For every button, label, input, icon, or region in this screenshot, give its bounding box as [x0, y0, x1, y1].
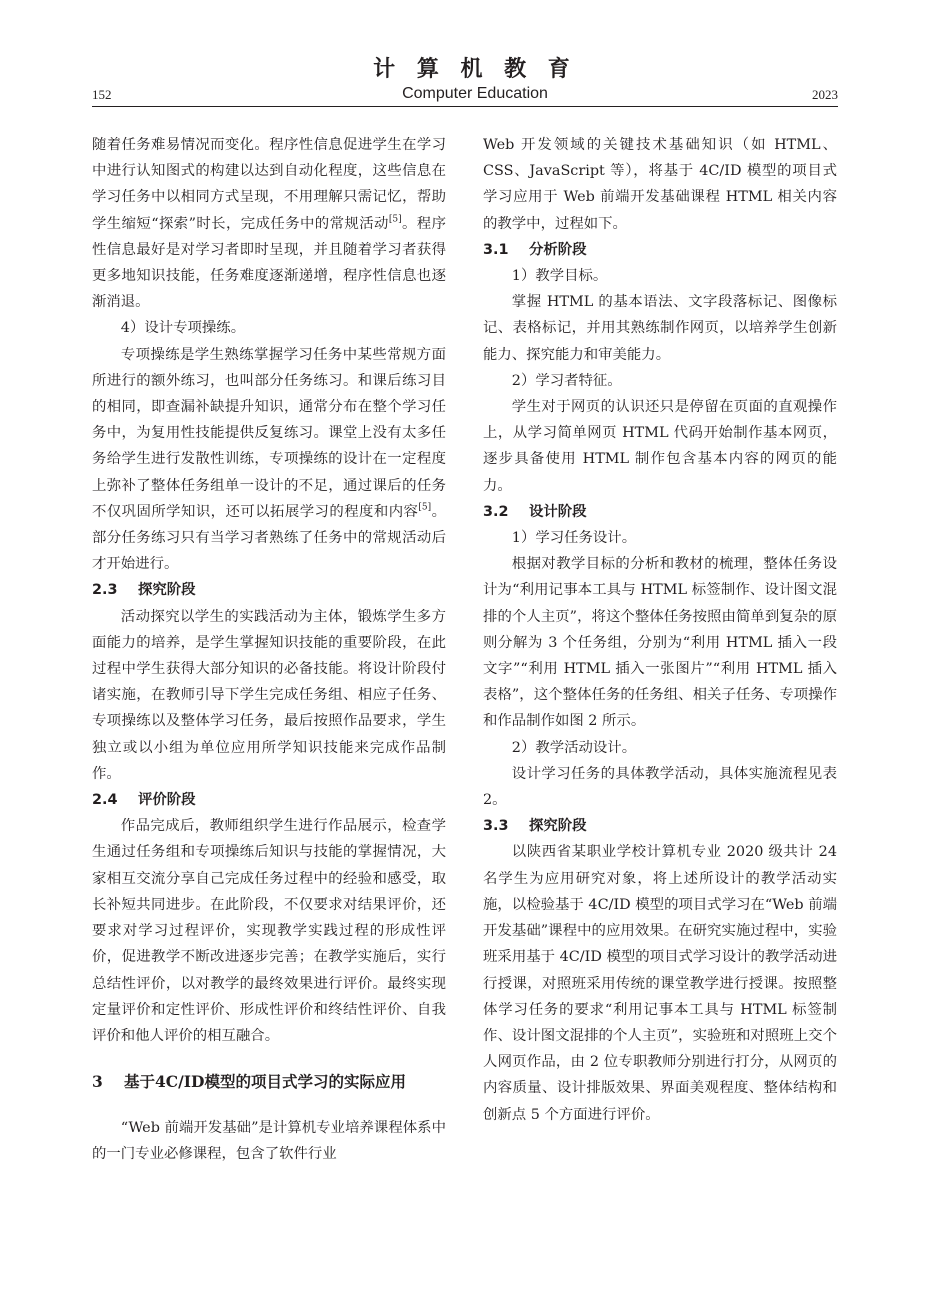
header-rule: [92, 106, 838, 107]
section-title: 设计阶段: [529, 503, 587, 520]
section-number: 3.1: [483, 241, 509, 258]
paragraph-part-task-practice: [92, 342, 446, 578]
list-item-activity-design: 2）教学活动设计。: [511, 739, 637, 756]
paragraph-activity-design: 设计学习任务的具体教学活动，具体实施流程见表 2。: [483, 765, 837, 809]
section-number: 2.3: [92, 582, 118, 599]
paragraph-teaching-goal: 掌握 HTML 的基本语法、文字段落标记、图像标记、表格标记，并用其熟练制作网页，以培养学生创新能力、探究能力和审美能力。: [483, 294, 837, 363]
section-number: 3: [92, 1072, 103, 1092]
journal-subtitle: Computer Education: [402, 85, 548, 102]
text-segment: 。程序性信息最好是对学习者即时呈现，并且随着学习者获得更多地知识技能，任务难度逐渐递增，程序性信息也逐渐消退。: [92, 215, 446, 311]
paragraph-learner-traits: 学生对于网页的认识还只是停留在页面的直观操作上，从学习简单网页 HTML 代码开始制作基本网页，逐步具备使用 HTML 制作包含基本内容的网页的能力。: [483, 399, 837, 494]
section-title: 基于4C/ID模型的项目式学习的实际应用: [124, 1072, 406, 1092]
paragraph-task-design: 根据对教学目标的分析和教材的梳理，整体任务设计为“利用记事本工具与 HTML 标签制作、设计图文混排的个人主页”，将这个整体任务按照由简单到复杂的原则分解为 3 个任务组，分别为“利用 HTML 插入一段文字”“利用 HTML 插入一张图片”“利用 HTML 插入表格”，这个整体任务的任务组、相关子任务、专项操作和作品制作如图 2 所示。: [483, 556, 837, 730]
section-number: 3.3: [483, 818, 509, 835]
section-heading-2-4: [92, 787, 446, 813]
page-number: 152: [92, 87, 112, 102]
section-heading-3-1: [483, 237, 837, 263]
right-column: [483, 132, 837, 1128]
paragraph-exploration: 活动探究以学生的实践活动为主体，锻炼学生多方面能力的培养，是学生掌握知识技能的重要阶段，在此过程中学生获得大部分知识的必备技能。将设计阶段付诸实施，在教师引导下学生完成任务组、相应子任务、专项操练以及整体学习任务，最后按照作品要求，学生独立或以小组为单位应用所学知识技能来完成作品制作。: [92, 608, 446, 782]
section-title: 探究阶段: [138, 582, 196, 599]
section-title: 评价阶段: [138, 792, 196, 809]
paragraph-course-intro-cont: Web 开发领域的关键技术基础知识（如 HTML、CSS、JavaScript 等），将基于 4C/ID 模型的项目式学习应用于 Web 前端开发基础课程 HTML 相关内容的教学中，过程如下。: [483, 137, 837, 232]
paragraph-evaluation: 作品完成后，教师组织学生进行作品展示，检查学生通过任务组和专项操练后知识与技能的掌握情况，大家相互交流分享自己完成任务过程中的经验和感受，取长补短共同进步。在此阶段，不仅要求对结果评价，还要求对学习过程评价，实现教学实践过程的形成性评价，促进教学不断改进逐步完善；在教学实施后，实行总结性评价，以对教学的最终效果进行评价。最终实现定量评价和定性评价、形成性评价和终结性评价、自我评价和他人评价的相互融合。: [92, 818, 446, 1044]
section-title: 探究阶段: [529, 818, 587, 835]
list-item-4: 4）设计专项操练。: [120, 320, 246, 337]
list-item-task-design: 1）学习任务设计。: [511, 530, 637, 547]
citation-ref: [5]: [388, 213, 402, 224]
publication-year: 2023: [812, 87, 838, 102]
paragraph-course-intro: “Web 前端开发基础”是计算机专业培养课程体系中的一门专业必修课程，包含了软件行业: [92, 1120, 446, 1163]
text-segment: 随着任务难易情况而变化。程序性信息促进学生在学习中进行认知图式的构建以达到自动化程度，这些信息在学习任务中以相同方式呈现，不用理解只需记忆，帮助学生缩短“探索”时长，完成任务中的常规活动: [92, 137, 446, 232]
paragraph-procedural-info: [92, 132, 446, 315]
section-heading-3-3: [483, 813, 837, 839]
left-column: [92, 132, 446, 1168]
section-heading-3-2: [483, 499, 837, 525]
list-item-teaching-goal: 1）教学目标。: [511, 268, 608, 285]
section-title: 分析阶段: [529, 241, 587, 258]
section-heading-2-3: [92, 577, 446, 603]
journal-title: 计 算 机 教 育: [373, 57, 577, 82]
text-segment: 专项操练是学生熟练掌握学习任务中某些常规方面所进行的额外练习，也叫部分任务练习。和课后练习目的相同，即查漏补缺提升知识，通常分布在整个学习任务中，为复用性技能提供反复练习。课堂上没有太多任务给学生进行发散性训练，专项操练的设计在一定程度上弥补了整体任务组单一设计的不足，通过课后的任务不仅巩固所学知识，还可以拓展学习的程度和内容: [92, 346, 446, 520]
section-number: 3.2: [483, 503, 509, 520]
section-number: 2.4: [92, 792, 118, 809]
section-heading-3: [92, 1069, 446, 1095]
text-segment: 。部分任务练习只有当学习者熟练了任务中的常规活动后才开始进行。: [92, 503, 446, 573]
list-item-learner-traits: 2）学习者特征。: [511, 372, 622, 389]
citation-ref: [5]: [418, 502, 432, 513]
paragraph-study-implementation: 以陕西省某职业学校计算机专业 2020 级共计 24 名学生为应用研究对象，将上述所设计的教学活动实施，以检验基于 4C/ID 模型的项目式学习在“Web 前端开发基础”课程中的应用效果。在研究实施过程中，实验班采用基于 4C/ID 模型的项目式学习设计的教学活动进行授课，对照班采用传统的课堂教学进行授课。按照整体学习任务的要求“利用记事本工具与 HTML 标签制作、设计图文混排的个人主页”，实验班和对照班上交个人网页作品，由 2 位专职教师分别进行打分，从网页的内容质量、设计排版效果、界面美观程度、整体结构和创新点 5 个方面进行评价。: [483, 844, 837, 1123]
